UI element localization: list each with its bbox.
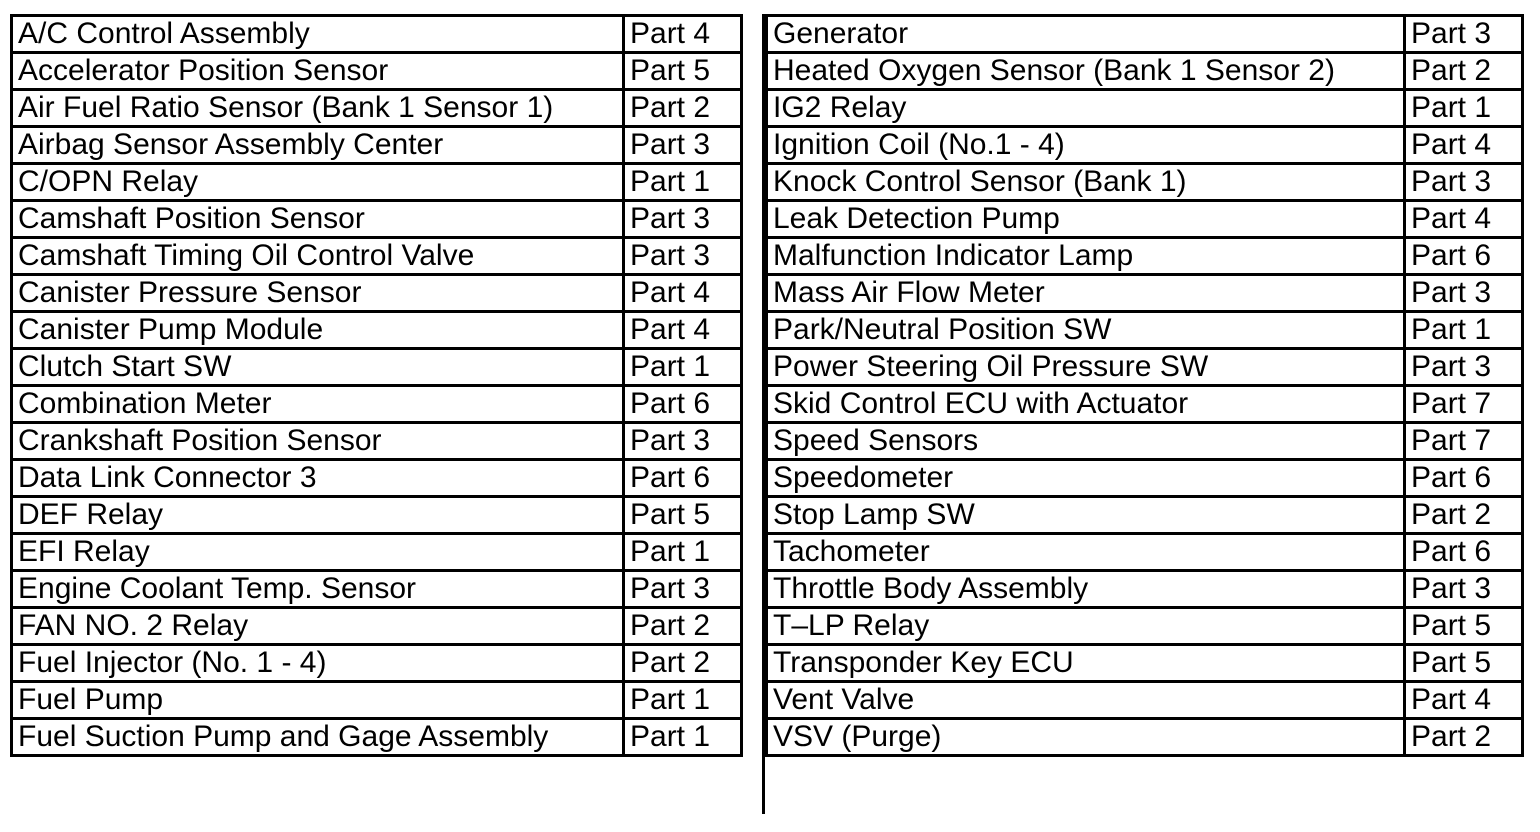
- part-reference: Part 3: [1405, 571, 1523, 608]
- table-row: [767, 201, 1523, 238]
- component-name: Camshaft Position Sensor: [12, 201, 624, 238]
- table-row: [12, 127, 742, 164]
- component-name: EFI Relay: [12, 534, 624, 571]
- component-name: Engine Coolant Temp. Sensor: [12, 571, 624, 608]
- component-name: Combination Meter: [12, 386, 624, 423]
- component-name: Accelerator Position Sensor: [12, 53, 624, 90]
- table-row: [12, 201, 742, 238]
- component-table-left: [10, 14, 743, 757]
- part-reference: Part 4: [624, 16, 742, 53]
- part-reference: Part 1: [624, 719, 742, 756]
- table-row: [767, 719, 1523, 756]
- part-reference: Part 5: [624, 497, 742, 534]
- component-name: Speed Sensors: [767, 423, 1405, 460]
- part-reference: Part 2: [624, 608, 742, 645]
- component-name: Crankshaft Position Sensor: [12, 423, 624, 460]
- table-row: [767, 608, 1523, 645]
- table-row: [12, 460, 742, 497]
- component-name: Canister Pressure Sensor: [12, 275, 624, 312]
- part-reference: Part 5: [1405, 645, 1523, 682]
- column-divider: [743, 14, 765, 814]
- table-row: [12, 497, 742, 534]
- component-name: Clutch Start SW: [12, 349, 624, 386]
- part-reference: Part 3: [624, 201, 742, 238]
- component-name: T–LP Relay: [767, 608, 1405, 645]
- part-reference: Part 6: [624, 460, 742, 497]
- table-row: [12, 16, 742, 53]
- component-name: Transponder Key ECU: [767, 645, 1405, 682]
- component-name: Data Link Connector 3: [12, 460, 624, 497]
- part-reference: Part 1: [1405, 312, 1523, 349]
- component-name: Fuel Injector (No. 1 - 4): [12, 645, 624, 682]
- part-reference: Part 4: [624, 275, 742, 312]
- part-reference: Part 4: [624, 312, 742, 349]
- component-name: Leak Detection Pump: [767, 201, 1405, 238]
- table-row: [767, 275, 1523, 312]
- component-name: Skid Control ECU with Actuator: [767, 386, 1405, 423]
- component-index: [10, 14, 1524, 814]
- table-row: [12, 682, 742, 719]
- part-reference: Part 1: [624, 349, 742, 386]
- table-row: [12, 90, 742, 127]
- part-reference: Part 2: [624, 645, 742, 682]
- part-reference: Part 3: [1405, 275, 1523, 312]
- table-row: [12, 275, 742, 312]
- component-name: Power Steering Oil Pressure SW: [767, 349, 1405, 386]
- component-name: Malfunction Indicator Lamp: [767, 238, 1405, 275]
- table-row: [12, 719, 742, 756]
- table-row: [12, 534, 742, 571]
- component-name: Canister Pump Module: [12, 312, 624, 349]
- table-row: [767, 571, 1523, 608]
- table-row: [12, 53, 742, 90]
- table-row: [12, 423, 742, 460]
- component-name: VSV (Purge): [767, 719, 1405, 756]
- part-reference: Part 1: [624, 534, 742, 571]
- part-reference: Part 5: [624, 53, 742, 90]
- table-row: [12, 349, 742, 386]
- component-name: Air Fuel Ratio Sensor (Bank 1 Sensor 1): [12, 90, 624, 127]
- table-row: [12, 164, 742, 201]
- part-reference: Part 6: [624, 386, 742, 423]
- part-reference: Part 1: [624, 682, 742, 719]
- table-row: [12, 645, 742, 682]
- part-reference: Part 4: [1405, 201, 1523, 238]
- part-reference: Part 1: [624, 164, 742, 201]
- component-name: Airbag Sensor Assembly Center: [12, 127, 624, 164]
- part-reference: Part 5: [1405, 608, 1523, 645]
- table-row: [12, 608, 742, 645]
- table-row: [767, 460, 1523, 497]
- part-reference: Part 2: [1405, 497, 1523, 534]
- part-reference: Part 2: [1405, 53, 1523, 90]
- part-reference: Part 7: [1405, 386, 1523, 423]
- table-row: [12, 312, 742, 349]
- part-reference: Part 6: [1405, 534, 1523, 571]
- component-name: Stop Lamp SW: [767, 497, 1405, 534]
- table-row: [12, 386, 742, 423]
- component-name: Heated Oxygen Sensor (Bank 1 Sensor 2): [767, 53, 1405, 90]
- component-name: FAN NO. 2 Relay: [12, 608, 624, 645]
- table-row: [767, 90, 1523, 127]
- component-name: C/OPN Relay: [12, 164, 624, 201]
- table-row: [767, 423, 1523, 460]
- part-reference: Part 3: [624, 571, 742, 608]
- component-name: Vent Valve: [767, 682, 1405, 719]
- part-reference: Part 3: [624, 127, 742, 164]
- table-row: [767, 349, 1523, 386]
- component-name: A/C Control Assembly: [12, 16, 624, 53]
- part-reference: Part 7: [1405, 423, 1523, 460]
- component-name: DEF Relay: [12, 497, 624, 534]
- component-name: Generator: [767, 16, 1405, 53]
- table-row: [767, 53, 1523, 90]
- table-row: [12, 571, 742, 608]
- component-name: Camshaft Timing Oil Control Valve: [12, 238, 624, 275]
- table-row: [767, 386, 1523, 423]
- component-name: Ignition Coil (No.1 - 4): [767, 127, 1405, 164]
- component-name: Park/Neutral Position SW: [767, 312, 1405, 349]
- table-row: [767, 312, 1523, 349]
- table-row: [767, 238, 1523, 275]
- component-name: IG2 Relay: [767, 90, 1405, 127]
- component-name: Mass Air Flow Meter: [767, 275, 1405, 312]
- table-row: [767, 682, 1523, 719]
- component-name: Tachometer: [767, 534, 1405, 571]
- table-row: [767, 497, 1523, 534]
- component-name: Throttle Body Assembly: [767, 571, 1405, 608]
- part-reference: Part 2: [624, 90, 742, 127]
- table-row: [767, 164, 1523, 201]
- part-reference: Part 3: [624, 423, 742, 460]
- part-reference: Part 3: [1405, 349, 1523, 386]
- table-row: [767, 16, 1523, 53]
- part-reference: Part 4: [1405, 127, 1523, 164]
- component-name: Speedometer: [767, 460, 1405, 497]
- part-reference: Part 6: [1405, 460, 1523, 497]
- component-table-right-body: [767, 16, 1523, 756]
- component-name: Knock Control Sensor (Bank 1): [767, 164, 1405, 201]
- part-reference: Part 3: [1405, 16, 1523, 53]
- part-reference: Part 4: [1405, 682, 1523, 719]
- part-reference: Part 3: [624, 238, 742, 275]
- component-table-left-body: [12, 16, 742, 756]
- table-row: [767, 645, 1523, 682]
- table-row: [12, 238, 742, 275]
- component-name: Fuel Pump: [12, 682, 624, 719]
- part-reference: Part 3: [1405, 164, 1523, 201]
- part-reference: Part 1: [1405, 90, 1523, 127]
- part-reference: Part 2: [1405, 719, 1523, 756]
- table-row: [767, 127, 1523, 164]
- part-reference: Part 6: [1405, 238, 1523, 275]
- table-row: [767, 534, 1523, 571]
- component-table-right: [765, 14, 1524, 757]
- component-name: Fuel Suction Pump and Gage Assembly: [12, 719, 624, 756]
